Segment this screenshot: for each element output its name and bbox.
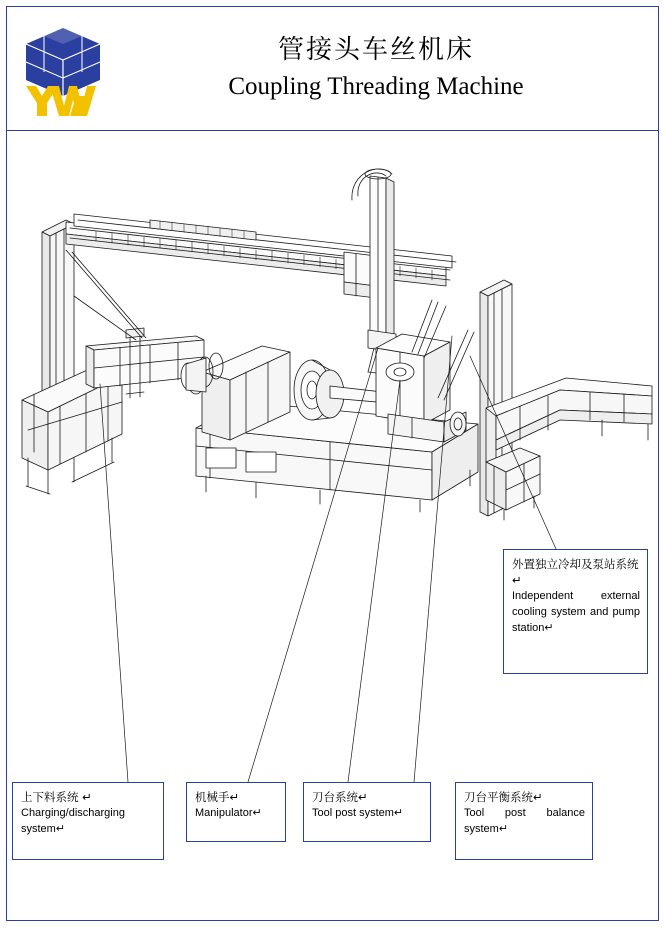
callout-manipulator-cn: 机械手↵ [195, 790, 240, 804]
logo-svg [20, 24, 106, 119]
callout-tool-post-balance [455, 782, 593, 860]
title-block [116, 32, 636, 104]
callout-charging-cn: 上下料系统 ↵ [21, 790, 92, 804]
callout-manipulator-en: Manipulator↵ [195, 807, 262, 819]
header [6, 6, 659, 131]
callout-balance-cn: 刀台平衡系统↵ [464, 790, 543, 804]
callout-cooling-cn: 外置独立冷却及泵站系统↵ [512, 557, 639, 587]
callout-cooling-pump-station [503, 549, 648, 674]
callout-charging-discharging [12, 782, 164, 860]
callout-balance-en: Tool post balance system↵ [464, 807, 585, 835]
page-title-en: Coupling Threading Machine [228, 73, 524, 100]
callout-manipulator [186, 782, 286, 842]
ywv-cube-logo [20, 24, 106, 119]
callout-cooling-en: Independent external cooling system and pump station↵ [512, 590, 640, 634]
page-title-cn: 管接头车丝机床 [277, 35, 474, 65]
callout-charging-en: Charging/discharging system↵ [21, 807, 125, 835]
callout-toolpost-cn: 刀台系统↵ [312, 790, 368, 804]
callout-tool-post-system [303, 782, 431, 842]
callout-toolpost-en: Tool post system↵ [312, 807, 404, 819]
